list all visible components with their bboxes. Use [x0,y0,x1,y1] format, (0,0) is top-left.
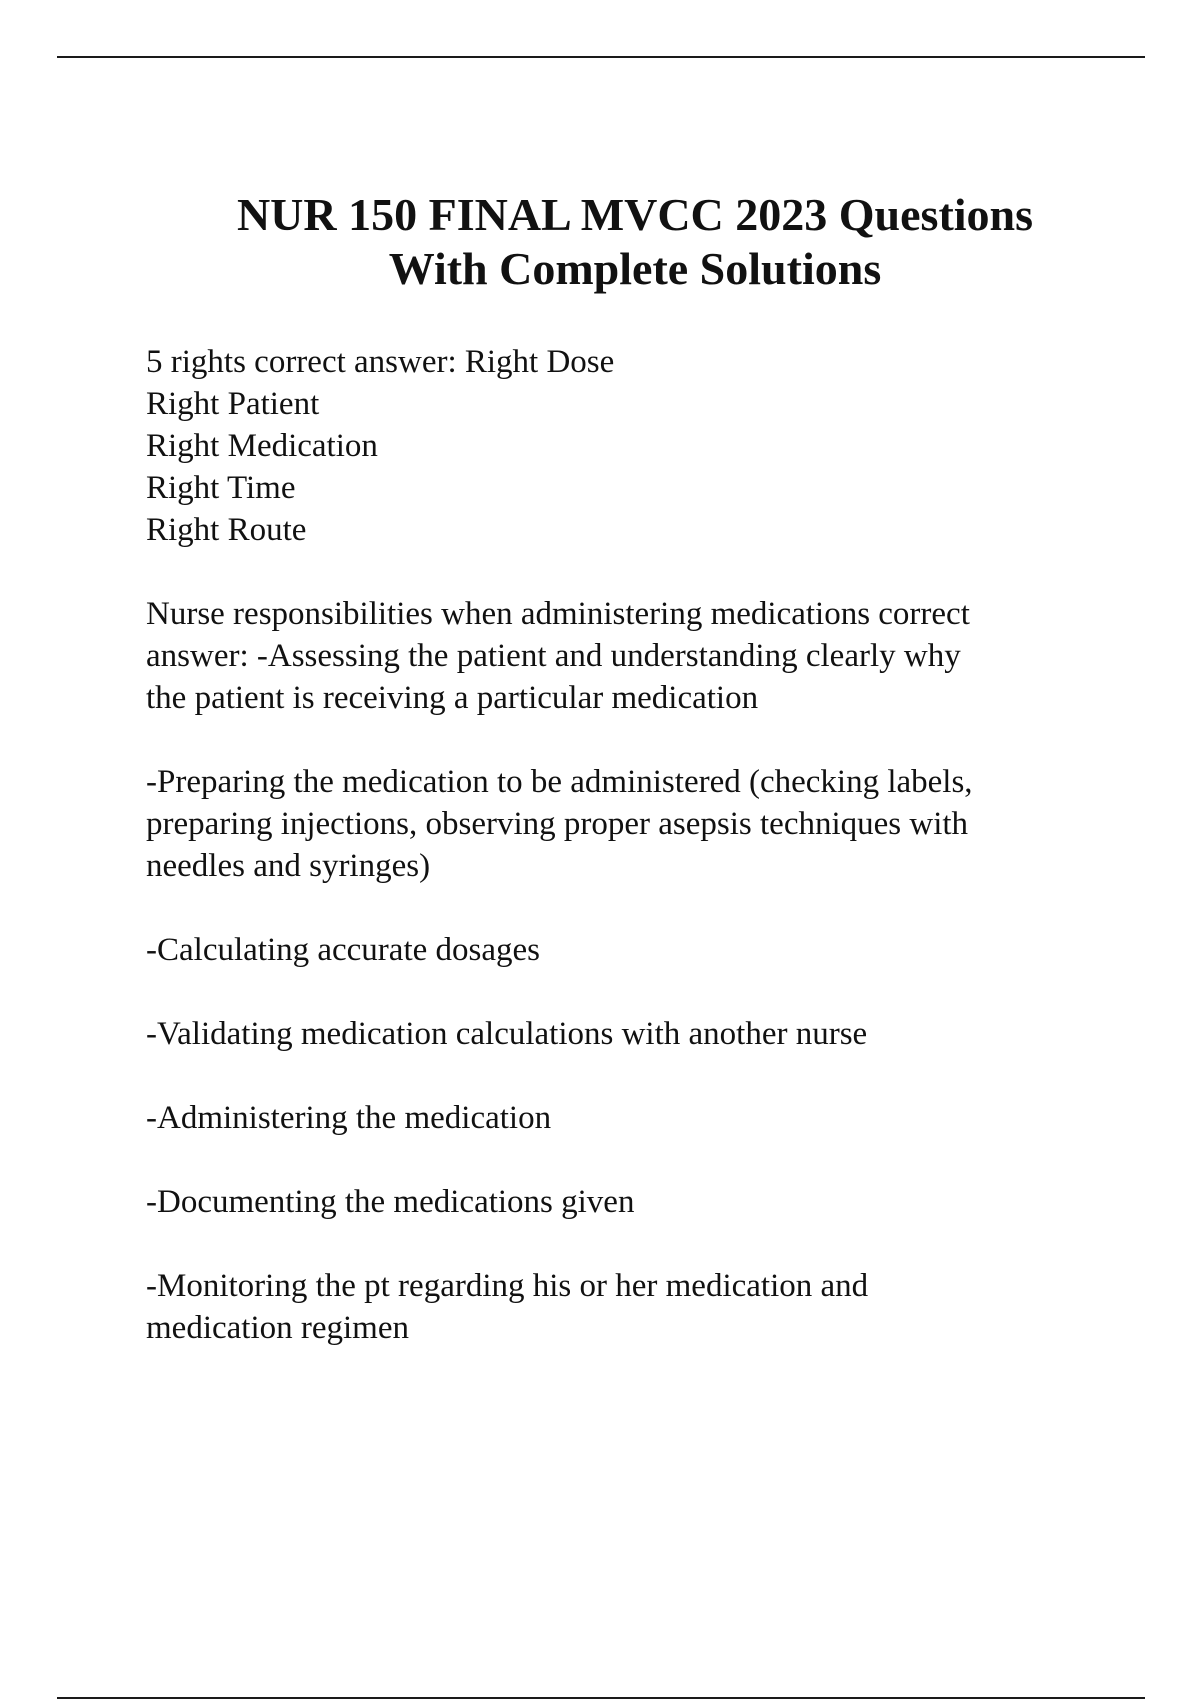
text-line: -Validating medication calculations with another nurse [146,1016,868,1052]
text-line: -Administering the medication [146,1100,552,1136]
text-line: Right Route [146,512,307,548]
qa-nurse-responsibilities [146,593,1076,719]
title-line-1: NUR 150 FINAL MVCC 2023 Questions [236,189,1034,240]
text-line: -Documenting the medications given [146,1184,635,1220]
text-line: Right Medication [146,428,378,464]
answer-item-calculating [146,929,1076,971]
title-line-2: With Complete Solutions [388,243,882,294]
answer-item-administering [146,1097,1076,1139]
header-rule [57,56,1145,58]
text-line: Right Patient [146,386,320,422]
footer-rule [57,1697,1145,1699]
text-line: Nurse responsibilities when administering medications correct [146,596,970,632]
document-title [0,188,1200,296]
text-line: needles and syringes) [146,848,431,884]
answer-item-monitoring [146,1265,1076,1349]
text-line: the patient is receiving a particular medication [146,680,759,716]
answer-item-validating [146,1013,1076,1055]
text-line: answer: -Assessing the patient and understanding clearly why [146,638,961,674]
answer-item-documenting [146,1181,1076,1223]
answer-item-preparing [146,761,1076,887]
qa-five-rights [146,341,1076,551]
text-line: -Monitoring the pt regarding his or her medication and [146,1268,869,1304]
text-line: medication regimen [146,1310,409,1346]
text-line: Right Time [146,470,296,506]
document-body [146,341,1076,1391]
text-line: preparing injections, observing proper asepsis techniques with [146,806,969,842]
text-line: -Calculating accurate dosages [146,932,540,968]
text-line: 5 rights correct answer: Right Dose [146,344,615,380]
text-line: -Preparing the medication to be administered (checking labels, [146,764,973,800]
